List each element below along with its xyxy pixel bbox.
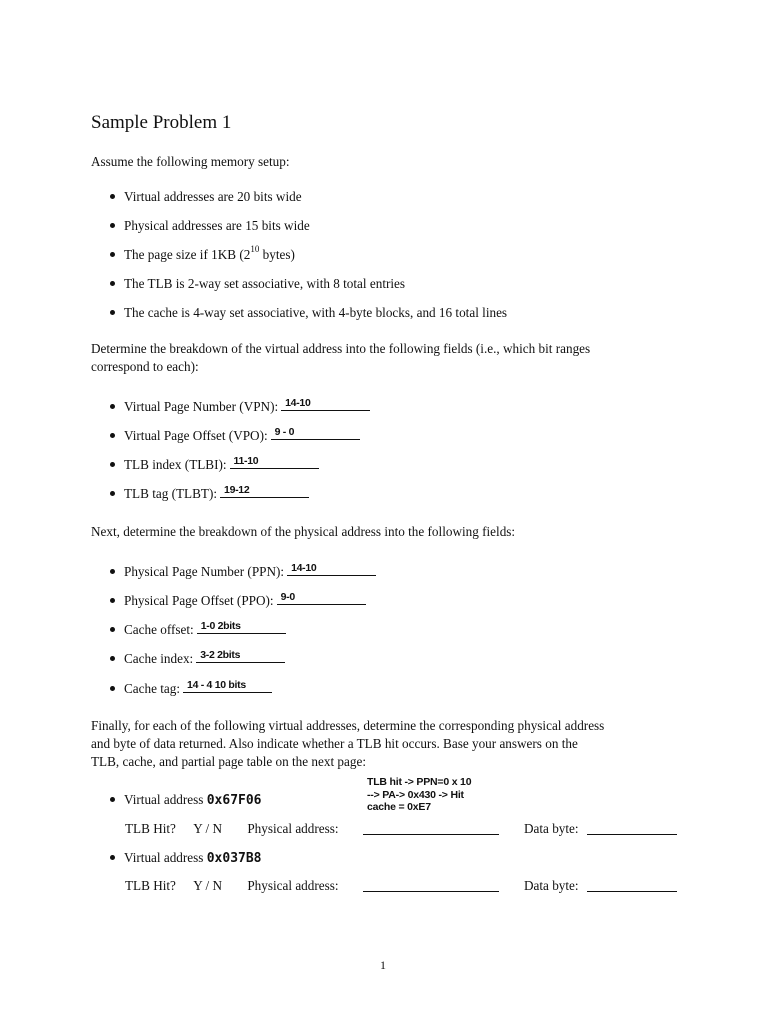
bullet-icon (110, 281, 115, 286)
handwritten-answer: 14-10 (291, 562, 317, 574)
bullet-icon (110, 194, 115, 199)
tlb-hit-label: TLB Hit? (125, 821, 176, 836)
setup-item-text: Physical addresses are 15 bits wide (124, 218, 310, 233)
handwritten-answer: 11-10 (233, 455, 259, 467)
answer-blank[interactable] (281, 397, 370, 411)
field-label: Physical Page Offset (PPO): (124, 593, 274, 608)
intro-text: Assume the following memory setup: (91, 154, 290, 169)
final-instructions-line: Finally, for each of the following virtual addresses, determine the corresponding physical address (91, 718, 605, 733)
page-title: Sample Problem 1 (91, 112, 232, 133)
pa-field-cache-tag (110, 679, 272, 697)
bullet-icon (110, 797, 115, 802)
pa-field-ppn (110, 562, 376, 580)
final-instructions (91, 717, 604, 771)
setup-item (110, 218, 310, 234)
bullet-icon (110, 310, 115, 315)
handwritten-answer: 19-12 (224, 484, 250, 496)
bullet-icon (110, 686, 115, 691)
va-field-vpo (110, 426, 360, 444)
bullet-icon (110, 491, 115, 496)
data-byte-label: Data byte: (524, 821, 579, 836)
handwritten-answer: 14-10 (285, 397, 311, 409)
answer-blank[interactable] (230, 455, 319, 469)
bullet-icon (110, 627, 115, 632)
answer-blank[interactable] (271, 426, 360, 440)
field-label: Cache offset: (124, 622, 194, 637)
setup-item-text: The TLB is 2-way set associative, with 8 total entries (124, 276, 406, 291)
field-label: Cache tag: (124, 681, 181, 696)
va-instructions (91, 340, 590, 376)
answer-blank[interactable] (277, 591, 366, 605)
bullet-icon (110, 223, 115, 228)
bullet-icon (110, 598, 115, 603)
bullet-icon (110, 855, 115, 860)
physical-address-blank[interactable] (363, 834, 499, 835)
physical-address-blank[interactable] (363, 891, 499, 892)
setup-item (110, 276, 405, 292)
tlb-row (125, 878, 339, 894)
handwritten-note-line: --> PA-> 0x430 -> Hit (367, 788, 464, 801)
page-size-exponent: 10 (250, 244, 260, 254)
field-label: TLB index (TLBI): (124, 457, 227, 472)
field-label: Virtual Page Number (VPN): (124, 399, 279, 414)
address-prefix: Virtual address (124, 792, 207, 807)
yn-choice[interactable]: Y / N (193, 821, 223, 836)
data-byte-blank[interactable] (587, 834, 677, 835)
answer-blank[interactable] (287, 562, 376, 576)
tlb-row (125, 821, 339, 837)
handwritten-answer: 9-0 (280, 591, 295, 603)
pa-field-cache-index (110, 649, 285, 667)
answer-blank[interactable] (220, 484, 309, 498)
field-label: Cache index: (124, 651, 194, 666)
field-label: Virtual Page Offset (VPO): (124, 428, 268, 443)
data-byte-label: Data byte: (524, 878, 579, 893)
setup-item-text: Virtual addresses are 20 bits wide (124, 189, 302, 204)
answer-blank[interactable] (196, 649, 285, 663)
setup-item (110, 244, 295, 263)
bullet-icon (110, 656, 115, 661)
field-label: TLB tag (TLBT): (124, 486, 218, 501)
final-instructions-line: TLB, cache, and partial page table on the next page: (91, 754, 366, 769)
virtual-address-item (110, 792, 262, 808)
va-instructions-line: Determine the breakdown of the virtual address into the following fields (i.e., which bit ranges (91, 341, 591, 356)
handwritten-answer: 3-2 2bits (200, 649, 241, 661)
answer-blank[interactable] (183, 679, 272, 693)
data-byte-blank[interactable] (587, 891, 677, 892)
bullet-icon (110, 569, 115, 574)
physical-address-label: Physical address: (247, 821, 339, 836)
yn-choice[interactable]: Y / N (193, 878, 223, 893)
handwritten-note (367, 776, 471, 814)
setup-item (110, 189, 302, 205)
bullet-icon (110, 433, 115, 438)
setup-item-text: The cache is 4-way set associative, with 4-byte blocks, and 16 total lines (124, 305, 508, 320)
address-value: 0x037B8 (206, 851, 262, 866)
handwritten-note-line: cache = 0xE7 (367, 801, 431, 813)
answer-blank[interactable] (197, 620, 286, 634)
handwritten-answer: 14 - 4 10 bits (187, 679, 246, 691)
va-field-tlbt (110, 484, 309, 502)
virtual-address-item (110, 850, 262, 866)
page-size-prefix: The page size if 1KB (2 (124, 247, 251, 262)
bullet-icon (110, 252, 115, 257)
address-prefix: Virtual address (124, 850, 207, 865)
pa-instructions: Next, determine the breakdown of the physical address into the following fields: (91, 524, 516, 539)
page-size-suffix: bytes) (259, 247, 295, 262)
field-label: Physical Page Number (PPN): (124, 564, 285, 579)
va-field-tlbi (110, 455, 319, 473)
final-instructions-line: and byte of data returned. Also indicate whether a TLB hit occurs. Base your answers on the (91, 736, 578, 751)
handwritten-answer: 9 - 0 (274, 426, 295, 438)
pa-field-cache-offset (110, 620, 286, 638)
handwritten-note-line: TLB hit -> PPN=0 x 10 (367, 776, 472, 788)
va-field-vpn (110, 397, 370, 415)
bullet-icon (110, 404, 115, 409)
setup-item (110, 305, 507, 321)
physical-address-label: Physical address: (247, 878, 339, 893)
handwritten-answer: 1-0 2bits (200, 620, 241, 632)
pa-field-ppo (110, 591, 366, 609)
va-instructions-line: correspond to each): (91, 359, 199, 374)
page-number: 1 (380, 958, 386, 972)
tlb-hit-label: TLB Hit? (125, 878, 176, 893)
address-value: 0x67F06 (206, 793, 262, 808)
bullet-icon (110, 462, 115, 467)
